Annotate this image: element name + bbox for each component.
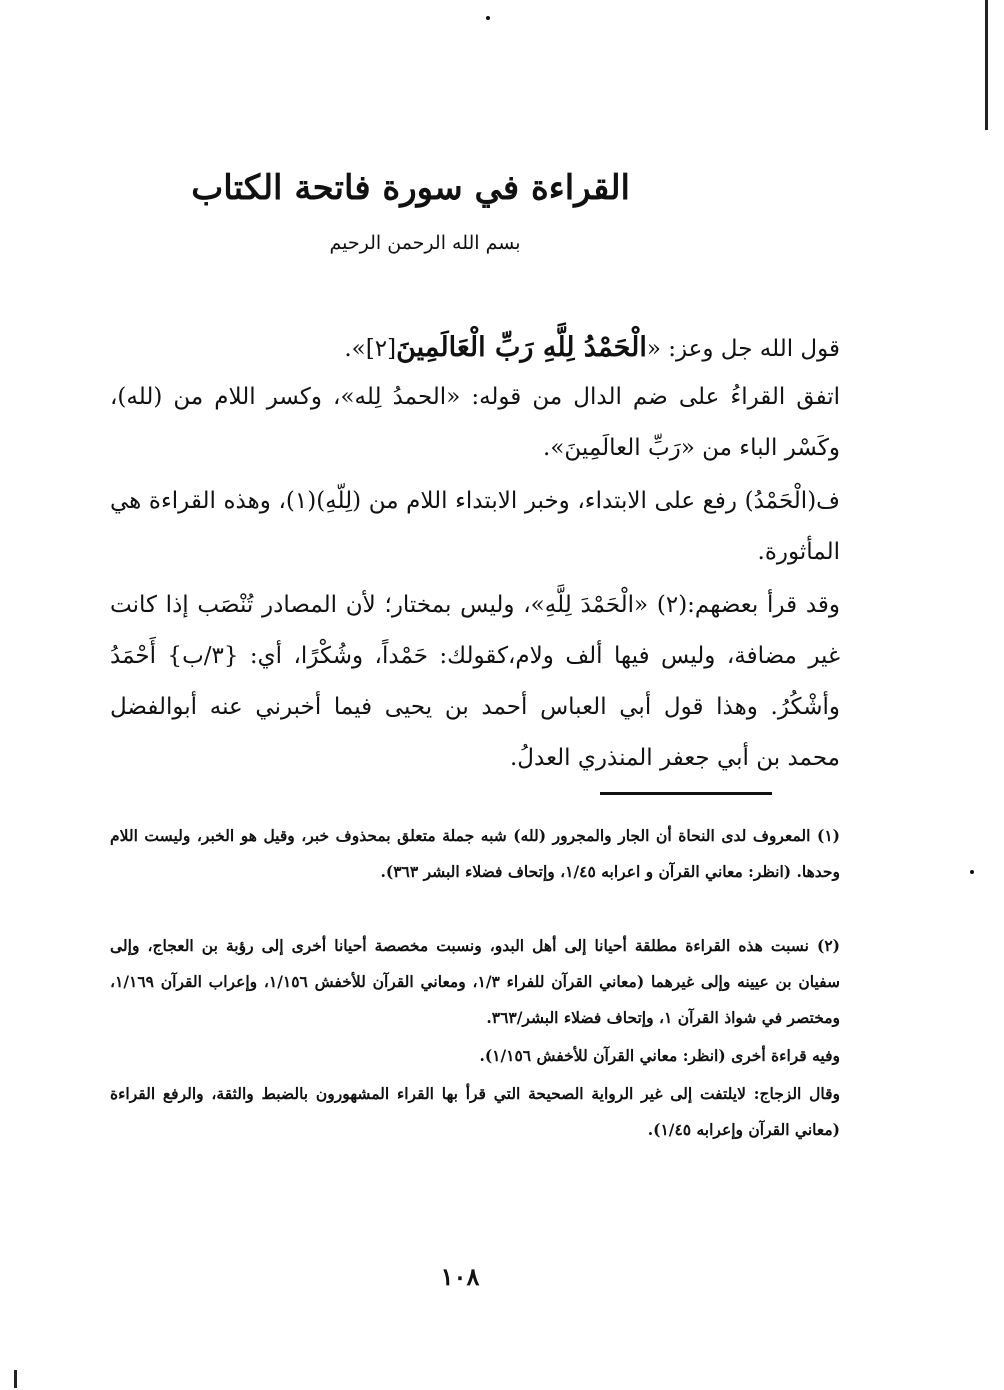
paragraph-1: اتفق القراءُ على ضم الدال من قوله: «الحمدُ لِله»، وكسر اللام من (لله)، وكَسْر الباء من «رَبِّ العالَمِينَ». [110,384,840,461]
page-number: ١٠٨ [440,1262,480,1291]
scan-edge [985,0,988,130]
paragraph-2: ف(الْحَمْدُ) رفع على الابتداء، وخبر الابتداء اللام من (لِلّهِ)(١)، وهذه القراءة هي المأثورة. [110,488,841,565]
footnote-2-extra: وفيه قراءة أخرى (انظر: معاني القرآن للأخفش ١/١٥٦). [479,1046,840,1065]
verse-quote: الْحَمْدُ لِلَّهِ رَبِّ الْعَالَمِينَ [396,332,647,363]
footnote-2: (٢) نسبت هذه القراءة مطلقة أحيانا إلى أهل البدو، ونسبت مخصصة أحيانا أخرى إلى رؤبة بن العجاج، وإلى سفيان بن عيينه وإلى غيرهما (معاني القرآن للفراء ١/٣، ومعاني القرآن للأخفش ١/١٥٦، وإعراب القرآن ١/١٦٩، ومختصر في شواذ القرآن ١، وإتحاف فضلاء البشر/٣٦٣. [110,936,840,1027]
verse-lead: قول الله جل وعز: « [646,336,840,362]
scan-speck [486,16,490,20]
basmala: بسم الله الرحمن الرحيم [329,232,521,254]
verse-tail: [٢]». [344,336,397,362]
footnote-1: (١) المعروف لدى النحاة أن الجار والمجرور (لله) شبه جملة متعلق بمحذوف خبر، وقيل هو الخبر، وليست اللام وحدها. (انظر: معاني القرآن و اعرابه ١/٤٥، وإتحاف فضلاء البشر ٣٦٣). [110,826,840,881]
scan-edge [14,1370,17,1388]
footnote-zajjaj: وقال الزجاج: لايلتفت إلى غير الرواية الصحيحة التي قرأ بها القراء المشهورون بالضبط والثقة، والرفع القراءة (معاني القرآن وإعرابه ١/٤٥). [110,1084,840,1139]
footnote-separator [600,792,772,795]
page-title: القراءة في سورة فاتحة الكتاب [191,168,630,208]
paragraph-3: وقد قرأ بعضهم:(٢) «الْحَمْدَ لِلَّهِ»، وليس بمختار؛ لأن المصادر تُنْصَب إذا كانت غير مضافة، وليس فيها ألف ولام،كقولك: حَمْداً، وشُكْرًا، أي: {٣/ب} أَحْمَدُ وأشْكُرُ. وهذا قول أبي العباس أحمد بن يحيى فيما أخبرني عنه أبوالفضل محمد بن أبي جعفر المنذري العدلُ. [110,592,840,771]
scan-speck [970,870,974,874]
paragraph-verse [110,322,840,375]
